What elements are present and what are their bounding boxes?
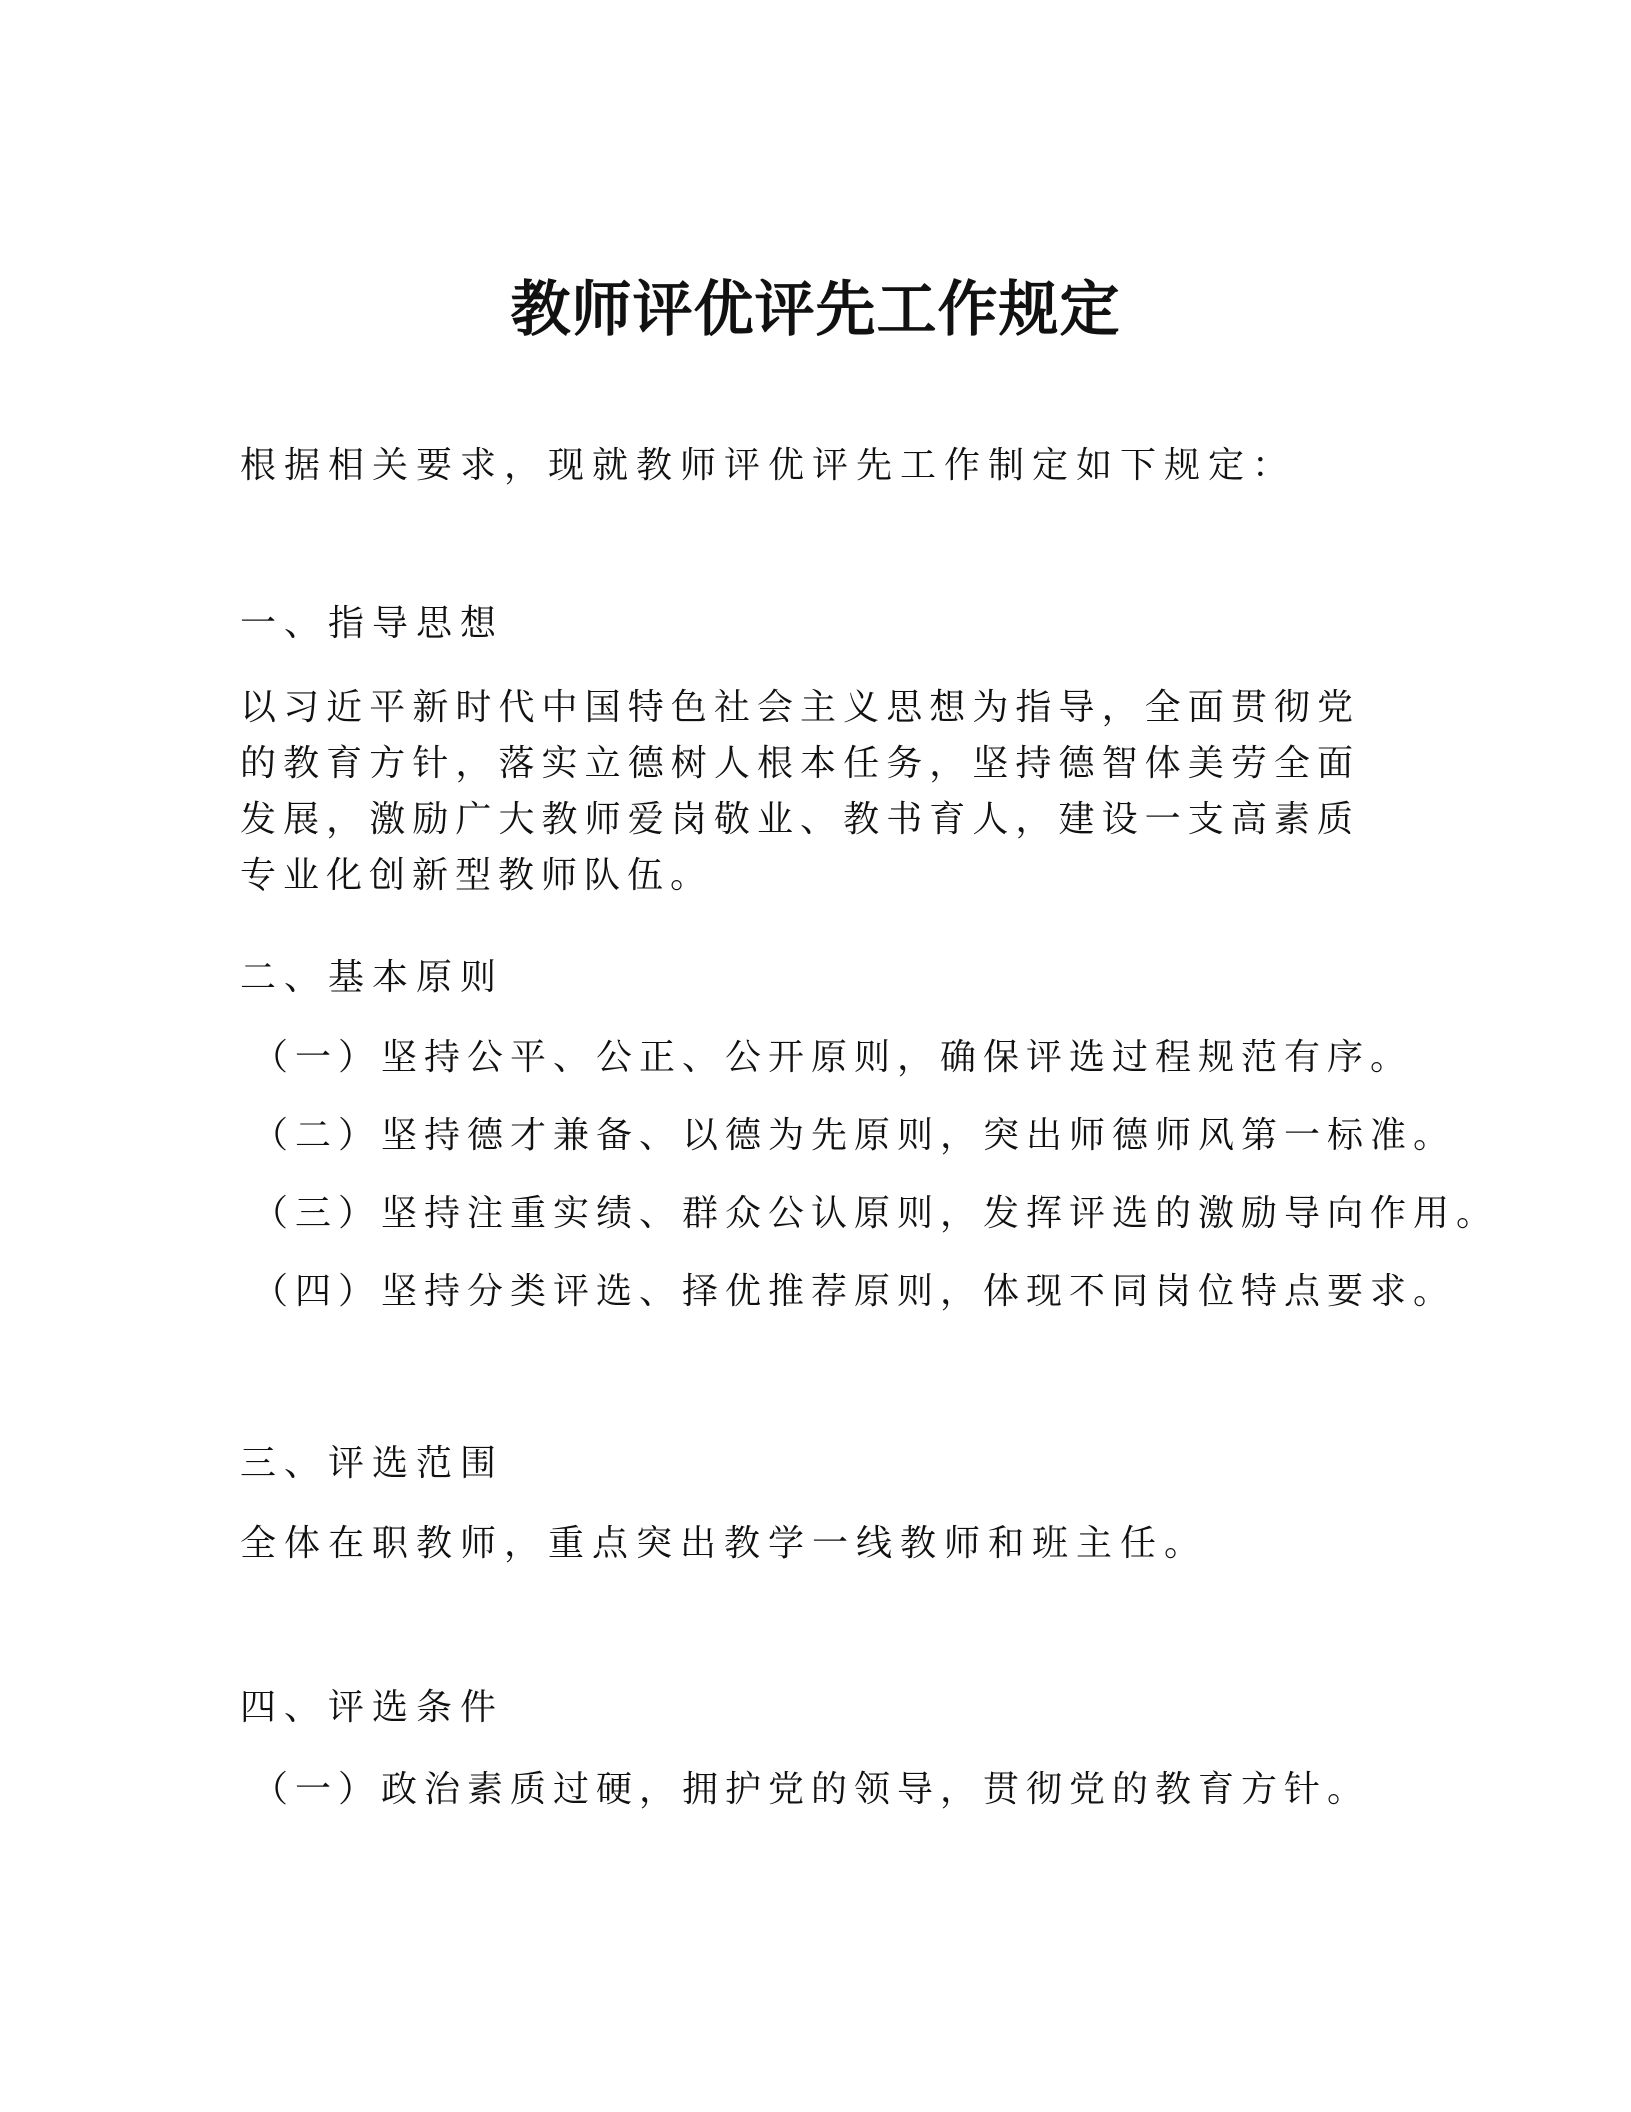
principle-item-2: （二）坚持德才兼备、以德为先原则，突出师德师风第一标准。 [252, 1115, 1457, 1156]
section-heading-basic-principles: 二、基本原则 [240, 957, 505, 998]
section-body-scope: 全体在职教师，重点突出教学一线教师和班主任。 [240, 1523, 1209, 1564]
document-title: 教师评优评先工作规定 [510, 275, 1121, 345]
principle-item-1: （一）坚持公平、公正、公开原则，确保评选过程规范有序。 [252, 1037, 1414, 1078]
principle-item-4: （四）坚持分类评选、择优推荐原则，体现不同岗位特点要求。 [252, 1271, 1457, 1312]
section-body-guiding-ideology: 以习近平新时代中国特色社会主义思想为指导，全面贯彻党的教育方针，落实立德树人根本任务，坚持德智体美劳全面发展，激励广大教师爱岗敬业、教书育人，建设一支高素质专业化创新型教师队伍。 [240, 687, 1360, 896]
section-heading-scope: 三、评选范围 [240, 1443, 505, 1484]
section-heading-guiding-ideology: 一、指导思想 [240, 603, 505, 644]
condition-item-1: （一）政治素质过硬，拥护党的领导，贯彻党的教育方针。 [252, 1769, 1371, 1810]
section-heading-conditions: 四、评选条件 [240, 1687, 505, 1728]
intro-paragraph: 根据相关要求，现就教师评优评先工作制定如下规定： [240, 445, 1297, 486]
principle-item-3: （三）坚持注重实绩、群众公认原则，发挥评选的激励导向作用。 [252, 1193, 1500, 1234]
